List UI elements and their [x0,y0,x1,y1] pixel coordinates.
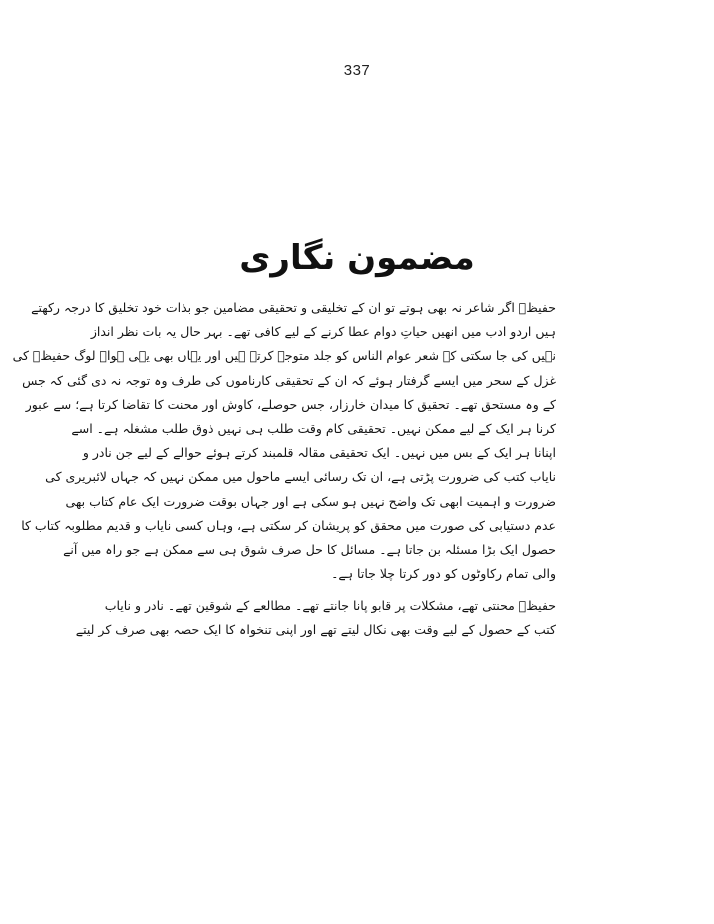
text-line: ہیں اردو ادب میں انھیں حیاتِ دوام عطا کرنے کے لیے کافی تھے۔ بہر حال یہ بات نظر انداز [90,324,556,340]
text-line: عدم دستیابی کی صورت میں محقق کو پریشان کر سکتی ہے، وہاں کسی نایاب و قدیم مطلوبہ کتاب کا [21,517,556,533]
text-line: ضرورت و اہمیت ابھی تک واضح نہیں ہو سکی ہے اور جہاں بوقت ضرورت ایک عام کتاب بھی [65,493,556,509]
text-line: حصول ایک بڑا مسئلہ بن جاتا ہے۔ مسائل کا حل صرف شوق ہی سے ممکن ہے جو راہ میں آنے [63,541,556,557]
page-number: 337 [343,62,371,79]
text-line: حفیظؔ محنتی تھے، مشکلات پر قابو پانا جانتے تھے۔ مطالعے کے شوقین تھے۔ نادر و نایاب [104,598,556,614]
paragraph-1 [12,296,556,586]
body-text [12,296,556,643]
text-line: والی تمام رکاوٹوں کو دور کرتا چلا جاتا ہے۔ [331,566,556,582]
paragraph-2 [75,594,556,642]
text-line: نہیں کی جا سکتی کہ شعر عوام الناس کو جلد متوجہ کرتے ہیں اور یہاں بھی یہی ہوا۔ لوگ حفیظؔ کی [12,348,556,364]
text-line: نایاب کتب کی ضرورت پڑتی ہے، ان تک رسائی ایسے ماحول میں ممکن نہیں کہ جہاں لائبریری کی [45,469,556,485]
text-line: غزل کے سحر میں ایسے گرفتار ہوئے کہ ان کے تحقیقی کارناموں کی طرف وہ توجہ نہ دی گئی کہ جس [22,372,556,388]
text-line: کرنا ہر ایک کے لیے ممکن نہیں۔ تحقیقی کام وقت طلب ہی نہیں ذوق طلب مشغلہ ہے۔ اسے [71,420,556,436]
text-line: کتب کے حصول کے لیے وقت بھی نکال لیتے تھے اور اپنی تنخواہ کا ایک حصہ بھی صرف کر لیتے [75,622,556,638]
text-line: حفیظؔ اگر شاعر نہ بھی ہوتے تو ان کے تخلیقی و تحقیقی مضامین جو بذات خود تخلیق کا درجہ رکھتے [31,300,556,315]
chapter-title: مضمون نگاری [239,238,475,278]
paragraph-gap [166,586,556,594]
text-line: کے وہ مستحق تھے۔ تحقیق کا میدان خارزار، جس حوصلے، کاوش اور محنت کا تقاضا کرتا ہے؛ سے عبور [25,396,556,412]
text-line: اپنانا ہر ایک کے بس میں نہیں۔ ایک تحقیقی مقالہ قلمبند کرتے ہوئے حوالے کے لیے جن نادر و [82,445,556,461]
